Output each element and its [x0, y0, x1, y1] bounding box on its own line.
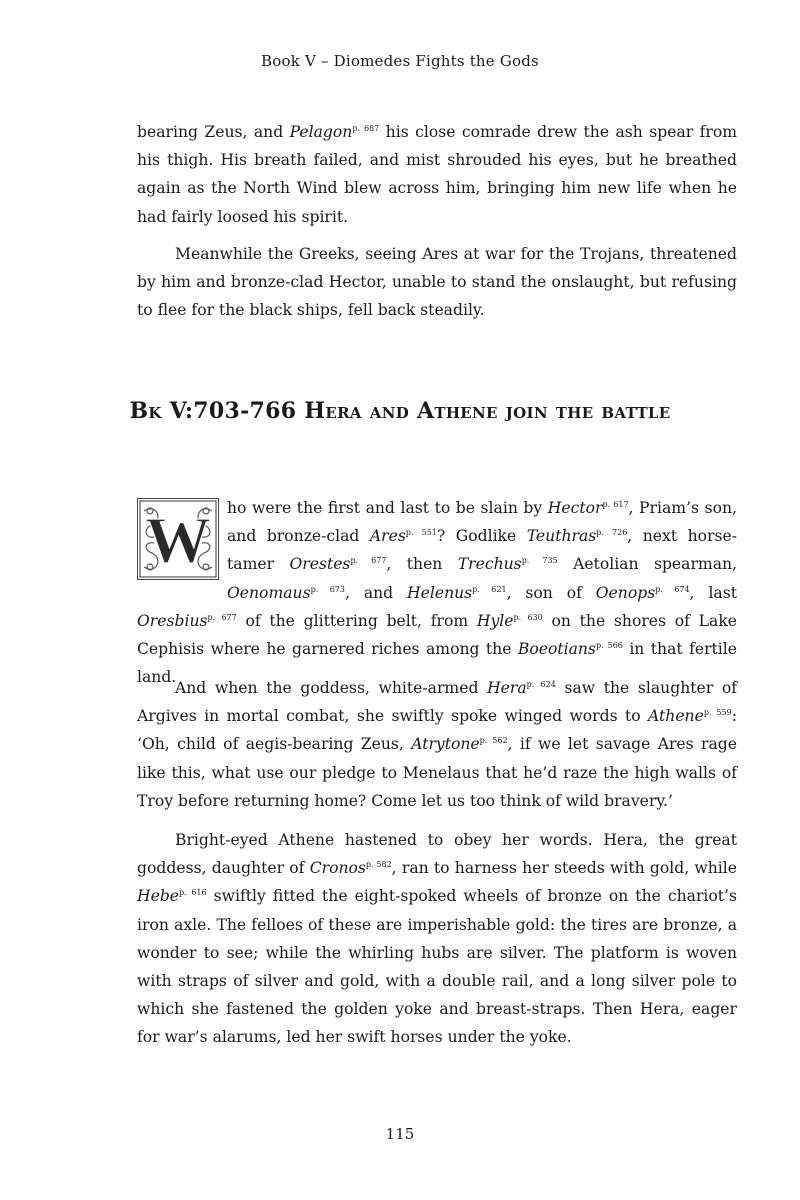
text-run: Meanwhile the Greeks, seeing Ares at war for the Trojans, threatened by him and bronze-clad Hector, unable to stand the onslaught, but refusing to flee for the black ships, fell back steadily.: [137, 245, 737, 320]
page-ref[interactable]: p. 551: [405, 528, 437, 538]
page-ref[interactable]: p. 673: [310, 584, 345, 594]
name-link[interactable]: Trechus: [457, 555, 522, 574]
text-run: on the shores of Lake Cephisis where he garnered riches among the: [137, 611, 737, 659]
page-ref[interactable]: p. 677: [350, 556, 387, 566]
section-heading: Bk V:703-766 Hera and Athene join the battle: [129, 398, 671, 424]
text-run: swiftly fitted the eight-spoked wheels of bronze on the chariot’s iron axle. The felloes of these are imperishable gold: the tires are bronze, a wonder to see; while the whirling hubs are silver. The platform is woven with straps of silver and gold, with a double rail, and a long silver pole to which she fastened the golden yoke and breast-straps. Then Hera, eager for war’s alarums, led her swift horses under the yoke.: [137, 887, 737, 1047]
page-ref[interactable]: p. 621: [472, 584, 507, 594]
name-link[interactable]: Hebe: [137, 887, 180, 906]
text-run: , then: [386, 555, 458, 574]
ornamental-initial-icon: [138, 499, 218, 579]
page-ref[interactable]: p. 735: [521, 556, 558, 566]
name-link[interactable]: Oresbius: [137, 611, 208, 630]
paragraph-greeks-retreat: [137, 240, 737, 325]
text-run: saw the slaughter of Argives in mortal combat, she swiftly spoke winged words to: [137, 679, 737, 726]
text-run: : ‘Oh, child of aegis-bearing Zeus,: [137, 707, 737, 754]
page-ref[interactable]: p. 559: [703, 708, 732, 718]
svg-text:W: W: [145, 504, 211, 577]
page-ref[interactable]: p. 726: [596, 528, 628, 538]
text-run: Bright-eyed Athene hastened to obey her words. Hera, the great goddess, daughter of: [137, 831, 737, 878]
text-run: , if we let savage Ares rage like this, what use our pledge to Menelaus that he’d raze the high walls of Troy before returning home? Come let us too think of wild bravery.’: [137, 735, 737, 810]
page-ref[interactable]: p. 677: [207, 612, 237, 622]
drop-cap-w: [137, 498, 219, 580]
name-link[interactable]: Atrytone: [411, 735, 480, 754]
page-ref[interactable]: p. 624: [526, 679, 556, 689]
text-run: ? Godlike: [436, 527, 527, 546]
text-run: bearing Zeus, and: [137, 123, 290, 141]
page-ref[interactable]: p. 566: [595, 640, 623, 650]
text-run: Aetolian spearman,: [557, 555, 737, 574]
text-run: his close comrade drew the ash spear from his thigh. His breath failed, and mist shrouded his eyes, but he breathed again as the North Wind blew across him, bringing him new life when he had fairly loosed his spirit.: [137, 123, 738, 226]
text-run: of the glittering belt, from: [236, 611, 477, 630]
text-run: , Priam’s son, and bronze-clad: [227, 499, 737, 546]
page-ref[interactable]: p. 674: [655, 584, 690, 594]
page-ref[interactable]: p. 616: [179, 888, 207, 898]
name-link[interactable]: Athene: [648, 707, 704, 726]
text-run: , last: [689, 583, 737, 602]
page-ref[interactable]: p. 582: [365, 860, 392, 870]
name-link[interactable]: Ares: [369, 527, 406, 546]
text-run: , son of: [506, 583, 596, 602]
page-number: 115: [385, 1125, 415, 1143]
name-link[interactable]: Hector: [547, 499, 603, 517]
text-run: , ran to harness her steeds with gold, while: [391, 859, 737, 878]
paragraph-chariot: [137, 826, 737, 1052]
name-link[interactable]: Pelagon: [289, 123, 353, 141]
page-ref[interactable]: p. 630: [513, 612, 543, 622]
paragraph-slain-list: [137, 494, 737, 691]
page-ref[interactable]: p. 617: [602, 499, 629, 509]
page-ref[interactable]: p. 687: [352, 123, 380, 133]
name-link[interactable]: Oenomaus: [227, 583, 311, 602]
name-link[interactable]: Hera: [487, 679, 527, 697]
paragraph-continuation: [137, 118, 737, 231]
text-run: ho were the first and last to be slain by: [227, 499, 548, 517]
name-link[interactable]: Oenops: [595, 583, 656, 602]
name-link[interactable]: Helenus: [407, 583, 473, 602]
text-run: , next horse-tamer: [227, 527, 737, 574]
page-ref[interactable]: p. 562: [479, 736, 508, 746]
name-link[interactable]: Teuthras: [526, 527, 597, 546]
name-link[interactable]: Orestes: [289, 555, 351, 574]
name-link[interactable]: Hyle: [476, 611, 514, 630]
text-run: And when the goddess, white-armed: [175, 679, 488, 697]
text-run: , and: [344, 583, 408, 602]
name-link[interactable]: Cronos: [309, 859, 366, 878]
text-run: in that fertile land.: [137, 640, 737, 687]
running-head: Book V – Diomedes Fights the Gods: [261, 52, 539, 70]
name-link[interactable]: Boeotians: [517, 640, 596, 659]
paragraph-hera-speaks: [137, 674, 737, 815]
